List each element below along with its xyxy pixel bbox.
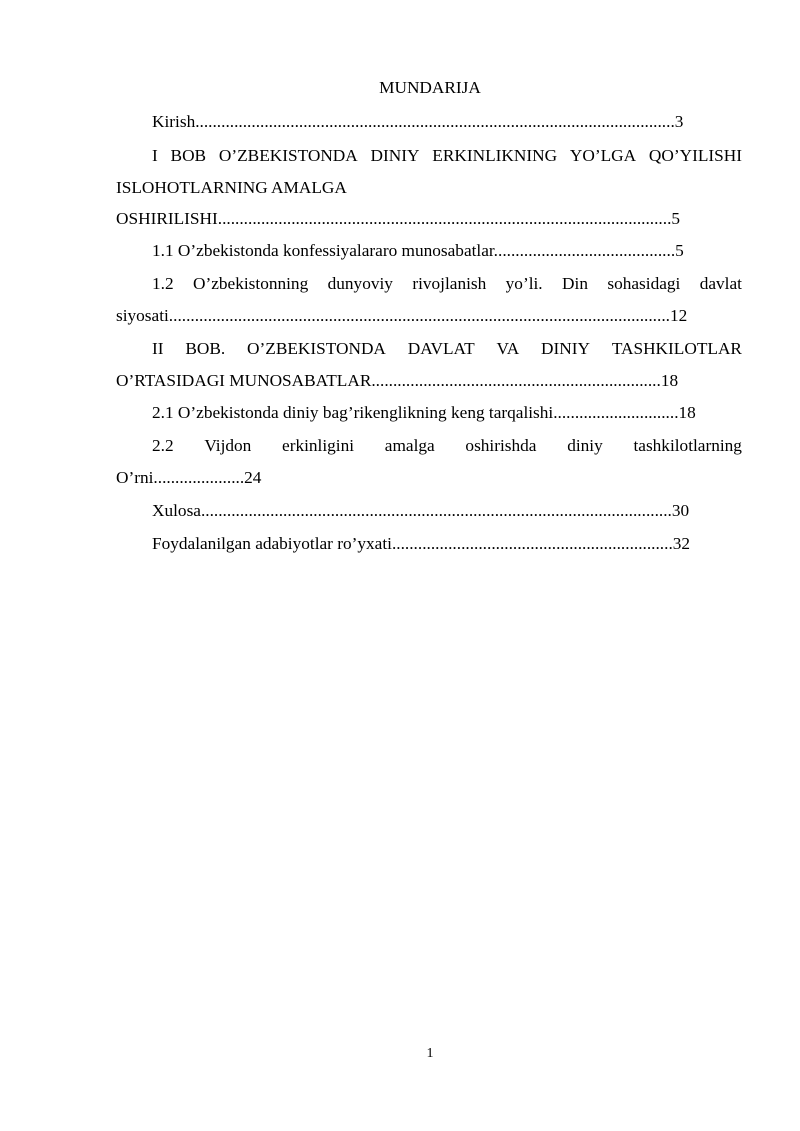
toc-entry-bob2-line1[interactable]: [152, 339, 742, 361]
page-title: MUNDARIJA: [379, 78, 481, 97]
toc-word: VA: [496, 339, 520, 358]
toc-word: YO’LGA: [569, 146, 637, 165]
toc-word: TASHKILOTLAR: [611, 339, 742, 358]
toc-entry-bob2-line2[interactable]: O’RTASIDAGI MUNOSABATLAR...................................................................18: [116, 371, 679, 390]
toc-word: DINIY: [370, 146, 420, 165]
toc-entry-bob1-line1[interactable]: [152, 146, 742, 168]
toc-word: sohasidagi: [607, 274, 681, 293]
toc-entry-bob1-line2[interactable]: ISLOHOTLARNING AMALGA: [116, 178, 347, 197]
toc-word: 1.2: [152, 274, 174, 293]
toc-word: yo’li.: [505, 274, 543, 293]
toc-word: O’ZBEKISTONDA: [247, 339, 386, 358]
toc-word: O’zbekistonning: [193, 274, 309, 293]
toc-word: DINIY: [541, 339, 590, 358]
toc-word: tashkilotlarning: [633, 436, 742, 455]
toc-entry-kirish[interactable]: Kirish...............................................................................................................3: [152, 112, 684, 131]
toc-word: QO’YILISHI: [648, 146, 742, 165]
toc-entry-2-2-line2[interactable]: O’rni.....................24: [116, 468, 262, 487]
toc-word: dunyoviy: [327, 274, 393, 293]
toc-word: II: [152, 339, 164, 358]
toc-entry-xulosa[interactable]: Xulosa.............................................................................................................30: [152, 501, 690, 520]
toc-word: davlat: [699, 274, 742, 293]
toc-word: Din: [562, 274, 588, 293]
toc-word: O’ZBEKISTONDA: [218, 146, 358, 165]
toc-word: DAVLAT: [407, 339, 475, 358]
toc-word: rivojlanish: [412, 274, 487, 293]
toc-entry-2-1[interactable]: 2.1 O’zbekistonda diniy bag’rikenglikning keng tarqalishi.............................18: [152, 403, 696, 422]
toc-word: ERKINLIKNING: [432, 146, 558, 165]
toc-word: erkinligini: [282, 436, 355, 455]
toc-word: Vijdon: [204, 436, 252, 455]
toc-word: I: [152, 146, 158, 165]
toc-entry-1-1[interactable]: 1.1 O’zbekistonda konfessiyalararo munosabatlar..........................................5: [152, 241, 684, 260]
toc-entry-2-2-line1[interactable]: [152, 436, 742, 458]
toc-entry-bob1-line3[interactable]: OSHIRILISHI.........................................................................................................5: [116, 209, 681, 228]
toc-entry-adabiyotlar[interactable]: Foydalanilgan adabiyotlar ro’yxati.................................................................32: [152, 534, 691, 553]
toc-word: BOB: [170, 146, 207, 165]
toc-entry-1-2-line2[interactable]: siyosati....................................................................................................................12: [116, 306, 688, 325]
toc-entry-1-2-line1[interactable]: [152, 274, 742, 296]
toc-word: oshirishda: [465, 436, 537, 455]
toc-word: diniy: [567, 436, 603, 455]
toc-word: BOB.: [185, 339, 226, 358]
toc-word: amalga: [384, 436, 435, 455]
page-number: 1: [426, 1046, 434, 1061]
toc-word: 2.2: [152, 436, 174, 455]
